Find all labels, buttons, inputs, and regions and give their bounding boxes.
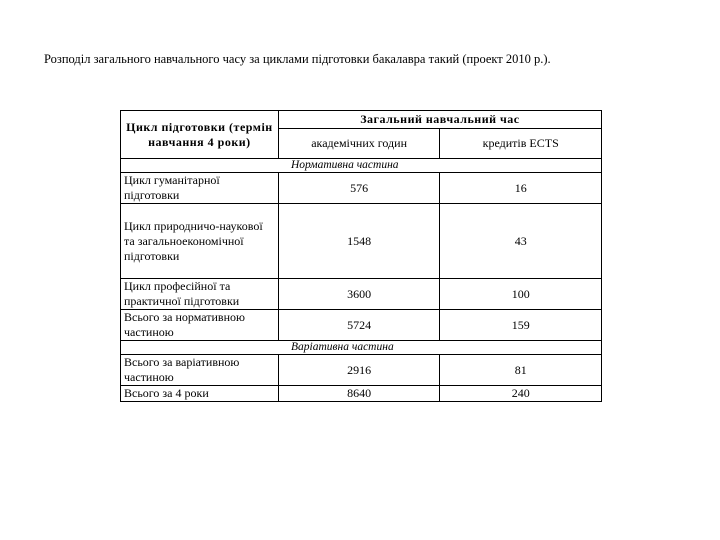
table-row <box>121 310 602 341</box>
table-row <box>121 204 602 279</box>
row-hours: 1548 <box>278 204 440 279</box>
row-name: Цикл гуманітарної підготовки <box>121 173 279 204</box>
row-hours: 8640 <box>278 386 440 402</box>
row-credits: 43 <box>440 204 602 279</box>
table-row <box>121 386 602 402</box>
row-hours: 2916 <box>278 355 440 386</box>
row-name: Цикл професійної та практичної підготовки <box>121 279 279 310</box>
table-row <box>121 173 602 204</box>
row-credits: 81 <box>440 355 602 386</box>
header-total-time: Загальний навчальний час <box>278 111 601 129</box>
table-caption: Розподіл загального навчального часу за циклами підготовки бакалавра такий (проект 2010 р.). <box>44 52 551 66</box>
section-normative-title: Нормативна частина <box>121 159 602 173</box>
table-row <box>121 355 602 386</box>
row-name: Всього за 4 роки <box>121 386 279 402</box>
row-name: Всього за варіативною частиною <box>121 355 279 386</box>
section-variative-title: Варіативна частина <box>121 341 602 355</box>
table-row <box>121 279 602 310</box>
row-name: Цикл природничо-наукової та загальноекономічної підготовки <box>121 204 279 279</box>
header-cycle: Цикл підготовки (термін навчання 4 роки) <box>121 111 279 159</box>
row-credits: 100 <box>440 279 602 310</box>
row-name: Всього за нормативною частиною <box>121 310 279 341</box>
row-credits: 16 <box>440 173 602 204</box>
row-hours: 3600 <box>278 279 440 310</box>
header-academic-hours: академічних годин <box>278 129 440 159</box>
row-hours: 5724 <box>278 310 440 341</box>
row-hours: 576 <box>278 173 440 204</box>
row-credits: 240 <box>440 386 602 402</box>
row-credits: 159 <box>440 310 602 341</box>
header-ects-credits: кредитів ECTS <box>440 129 602 159</box>
study-time-table <box>120 110 602 402</box>
